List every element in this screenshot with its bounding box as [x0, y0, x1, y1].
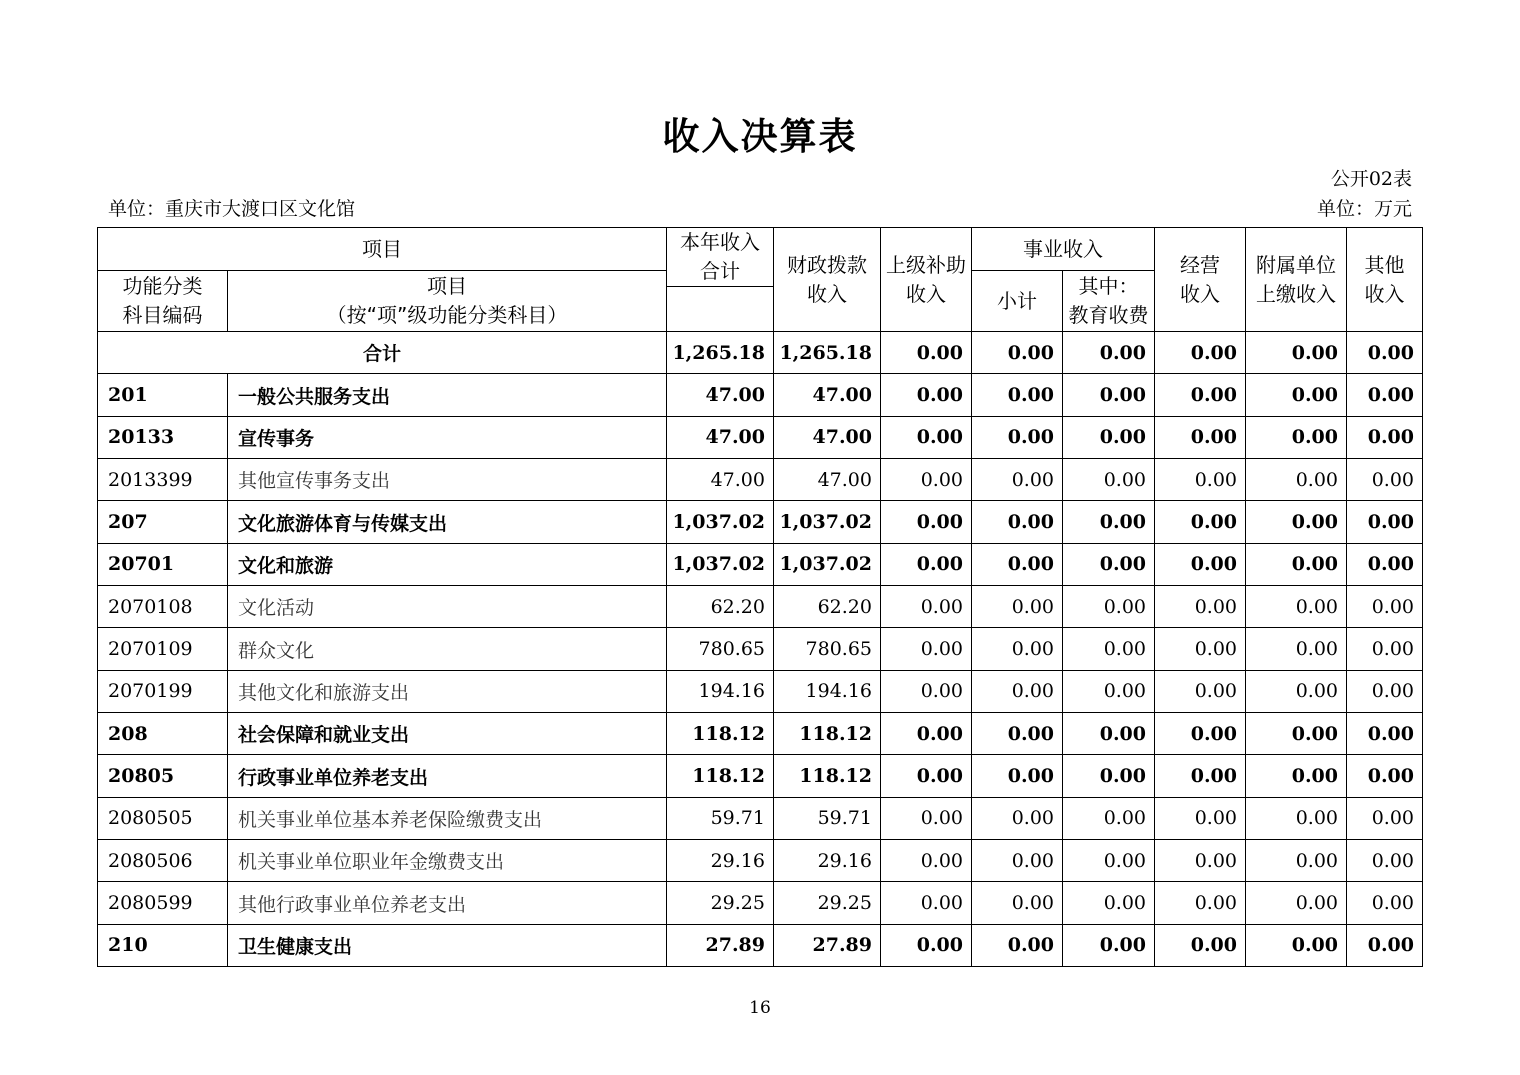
row-value: 0.00: [881, 755, 972, 797]
row-value: 0.00: [1063, 586, 1155, 628]
row-value: 0.00: [1347, 713, 1423, 755]
row-value: 0.00: [1246, 374, 1347, 416]
table-row: [98, 501, 1423, 543]
row-value: 1,037.02: [667, 501, 774, 543]
row-value: 47.00: [774, 416, 881, 458]
row-value: 29.16: [667, 840, 774, 882]
row-value: 0.00: [881, 374, 972, 416]
row-name: 宣传事务: [228, 416, 667, 458]
row-value: 0.00: [1063, 924, 1155, 966]
row-name: 其他行政事业单位养老支出: [228, 882, 667, 924]
row-value: 118.12: [774, 755, 881, 797]
row-value: 0.00: [972, 670, 1063, 712]
row-value: 0.00: [972, 459, 1063, 501]
row-value: 47.00: [774, 374, 881, 416]
row-value: 0.00: [1246, 416, 1347, 458]
page-title: 收入决算表: [662, 115, 858, 158]
row-value: 118.12: [667, 755, 774, 797]
table-row: [98, 840, 1423, 882]
row-value: 0.00: [1155, 543, 1246, 585]
row-name: 文化和旅游: [228, 543, 667, 585]
row-code: 2080506: [98, 840, 228, 882]
row-value: 0.00: [972, 501, 1063, 543]
row-value: 1,037.02: [774, 543, 881, 585]
row-value: 118.12: [774, 713, 881, 755]
row-value: 0.00: [1063, 670, 1155, 712]
row-value: 0.00: [881, 501, 972, 543]
row-value: 0.00: [1155, 840, 1246, 882]
row-value: 0.00: [881, 416, 972, 458]
row-value: 0.00: [1063, 416, 1155, 458]
row-code: 20701: [98, 543, 228, 585]
header-name-line1: 项目: [427, 274, 467, 298]
header-code: 功能分类 科目编码: [98, 271, 228, 332]
table-row: [98, 459, 1423, 501]
table-row: [98, 797, 1423, 839]
row-value: 118.12: [667, 713, 774, 755]
row-name: 文化旅游体育与传媒支出: [228, 501, 667, 543]
header-total: 本年收入 合计: [667, 228, 774, 287]
row-value: 0.00: [1347, 416, 1423, 458]
row-value: 0.00: [972, 543, 1063, 585]
total-value: 0.00: [1246, 332, 1347, 374]
header-subtotal: 小计: [972, 271, 1063, 332]
row-value: 0.00: [1063, 459, 1155, 501]
row-value: 0.00: [881, 670, 972, 712]
row-code: 20133: [98, 416, 228, 458]
table-row: [98, 416, 1423, 458]
row-code: 2070199: [98, 670, 228, 712]
row-value: 780.65: [667, 628, 774, 670]
row-value: 0.00: [1347, 374, 1423, 416]
row-value: 0.00: [972, 628, 1063, 670]
row-value: 0.00: [1246, 670, 1347, 712]
row-value: 0.00: [1063, 882, 1155, 924]
row-value: 0.00: [881, 459, 972, 501]
row-code: 208: [98, 713, 228, 755]
table-row: [98, 882, 1423, 924]
row-value: 0.00: [1246, 840, 1347, 882]
row-value: 47.00: [667, 459, 774, 501]
row-value: 0.00: [1347, 628, 1423, 670]
row-value: 0.00: [1347, 882, 1423, 924]
total-value: 0.00: [1063, 332, 1155, 374]
row-code: 2070109: [98, 628, 228, 670]
row-value: 0.00: [1246, 501, 1347, 543]
header-fiscal: 财政拨款 收入: [774, 228, 881, 332]
row-value: 62.20: [667, 586, 774, 628]
row-value: 0.00: [881, 543, 972, 585]
row-value: 0.00: [972, 882, 1063, 924]
row-code: 207: [98, 501, 228, 543]
row-code: 210: [98, 924, 228, 966]
header-education: 其中： 教育收费: [1063, 271, 1155, 332]
row-value: 194.16: [774, 670, 881, 712]
row-value: 0.00: [1155, 459, 1246, 501]
row-value: 0.00: [1347, 501, 1423, 543]
table-row: [98, 586, 1423, 628]
total-value: 0.00: [881, 332, 972, 374]
header-other: 其他 收入: [1347, 228, 1423, 332]
row-code: 2080599: [98, 882, 228, 924]
row-value: 29.25: [667, 882, 774, 924]
row-value: 62.20: [774, 586, 881, 628]
row-value: 0.00: [1347, 670, 1423, 712]
row-value: 0.00: [1155, 713, 1246, 755]
row-value: 29.16: [774, 840, 881, 882]
row-name: 其他宣传事务支出: [228, 459, 667, 501]
row-value: 0.00: [881, 840, 972, 882]
row-value: 0.00: [1347, 543, 1423, 585]
row-value: 47.00: [774, 459, 881, 501]
row-value: 0.00: [881, 882, 972, 924]
row-value: 1,037.02: [667, 543, 774, 585]
table-row: [98, 755, 1423, 797]
row-value: 0.00: [1246, 586, 1347, 628]
row-value: 0.00: [881, 797, 972, 839]
table-row: [98, 924, 1423, 966]
row-value: 0.00: [1246, 543, 1347, 585]
row-code: 20805: [98, 755, 228, 797]
header-name-line2: （按“项”级功能分类科目）: [326, 303, 568, 327]
row-code: 2013399: [98, 459, 228, 501]
row-name: 社会保障和就业支出: [228, 713, 667, 755]
row-value: 0.00: [881, 924, 972, 966]
row-value: 59.71: [774, 797, 881, 839]
header-business: 事业收入: [972, 228, 1155, 271]
row-value: 27.89: [667, 924, 774, 966]
table-row: [98, 713, 1423, 755]
row-value: 0.00: [1063, 374, 1155, 416]
row-value: 0.00: [1155, 374, 1246, 416]
row-name: 机关事业单位基本养老保险缴费支出: [228, 797, 667, 839]
row-value: 0.00: [1246, 755, 1347, 797]
header-superior: 上级补助 收入: [881, 228, 972, 332]
row-value: 59.71: [667, 797, 774, 839]
row-value: 0.00: [1155, 755, 1246, 797]
row-value: 0.00: [1347, 840, 1423, 882]
form-number: 公开02表: [1330, 168, 1412, 190]
total-row: [98, 332, 1423, 374]
table-row: [98, 543, 1423, 585]
row-value: 0.00: [1347, 755, 1423, 797]
row-value: 0.00: [1155, 628, 1246, 670]
row-name: 行政事业单位养老支出: [228, 755, 667, 797]
row-code: 2070108: [98, 586, 228, 628]
row-name: 机关事业单位职业年金缴费支出: [228, 840, 667, 882]
row-value: 0.00: [972, 374, 1063, 416]
row-value: 0.00: [1246, 459, 1347, 501]
total-value: 1,265.18: [667, 332, 774, 374]
row-code: 2080505: [98, 797, 228, 839]
row-value: 29.25: [774, 882, 881, 924]
row-value: 0.00: [972, 416, 1063, 458]
row-value: 0.00: [1155, 882, 1246, 924]
row-value: 1,037.02: [774, 501, 881, 543]
unit-name: 单位：重庆市大渡口区文化馆: [108, 198, 356, 220]
header-operation: 经营 收入: [1155, 228, 1246, 332]
page-number: 16: [749, 998, 771, 1018]
row-value: 0.00: [1155, 586, 1246, 628]
row-value: 0.00: [972, 797, 1063, 839]
total-value: 0.00: [972, 332, 1063, 374]
row-name: 文化活动: [228, 586, 667, 628]
row-name: 群众文化: [228, 628, 667, 670]
row-value: 0.00: [1246, 882, 1347, 924]
row-value: 0.00: [1246, 713, 1347, 755]
total-value: 0.00: [1347, 332, 1423, 374]
total-value: 0.00: [1155, 332, 1246, 374]
total-value: 1,265.18: [774, 332, 881, 374]
row-value: 0.00: [972, 755, 1063, 797]
row-value: 0.00: [1063, 755, 1155, 797]
row-value: 0.00: [1063, 797, 1155, 839]
row-value: 0.00: [1155, 670, 1246, 712]
row-value: 0.00: [1063, 543, 1155, 585]
row-value: 0.00: [1063, 628, 1155, 670]
row-value: 0.00: [972, 586, 1063, 628]
income-table: [97, 227, 1423, 967]
row-value: 0.00: [1155, 416, 1246, 458]
row-value: 0.00: [972, 924, 1063, 966]
header-project: 项目: [98, 228, 667, 271]
unit-measure: 单位：万元: [1316, 198, 1412, 220]
row-value: 0.00: [1063, 501, 1155, 543]
row-value: 27.89: [774, 924, 881, 966]
row-value: 0.00: [1063, 713, 1155, 755]
row-value: 47.00: [667, 416, 774, 458]
table-row: [98, 628, 1423, 670]
row-name: 一般公共服务支出: [228, 374, 667, 416]
header-name: [228, 271, 667, 332]
row-value: 0.00: [1155, 797, 1246, 839]
row-value: 0.00: [1246, 628, 1347, 670]
row-value: 0.00: [972, 840, 1063, 882]
row-value: 0.00: [972, 713, 1063, 755]
header-affiliated: 附属单位 上缴收入: [1246, 228, 1347, 332]
row-value: 0.00: [1063, 840, 1155, 882]
row-value: 47.00: [667, 374, 774, 416]
row-value: 0.00: [1347, 797, 1423, 839]
row-value: 194.16: [667, 670, 774, 712]
row-value: 0.00: [1155, 501, 1246, 543]
row-name: 其他文化和旅游支出: [228, 670, 667, 712]
row-value: 0.00: [1347, 924, 1423, 966]
total-label: 合计: [98, 332, 667, 374]
table-row: [98, 374, 1423, 416]
row-value: 0.00: [1347, 459, 1423, 501]
row-value: 0.00: [1246, 797, 1347, 839]
row-value: 0.00: [1246, 924, 1347, 966]
row-value: 0.00: [1155, 924, 1246, 966]
row-value: 0.00: [881, 628, 972, 670]
row-name: 卫生健康支出: [228, 924, 667, 966]
row-value: 0.00: [1347, 586, 1423, 628]
row-value: 0.00: [881, 713, 972, 755]
row-code: 201: [98, 374, 228, 416]
table-row: [98, 670, 1423, 712]
row-value: 780.65: [774, 628, 881, 670]
row-value: 0.00: [881, 586, 972, 628]
